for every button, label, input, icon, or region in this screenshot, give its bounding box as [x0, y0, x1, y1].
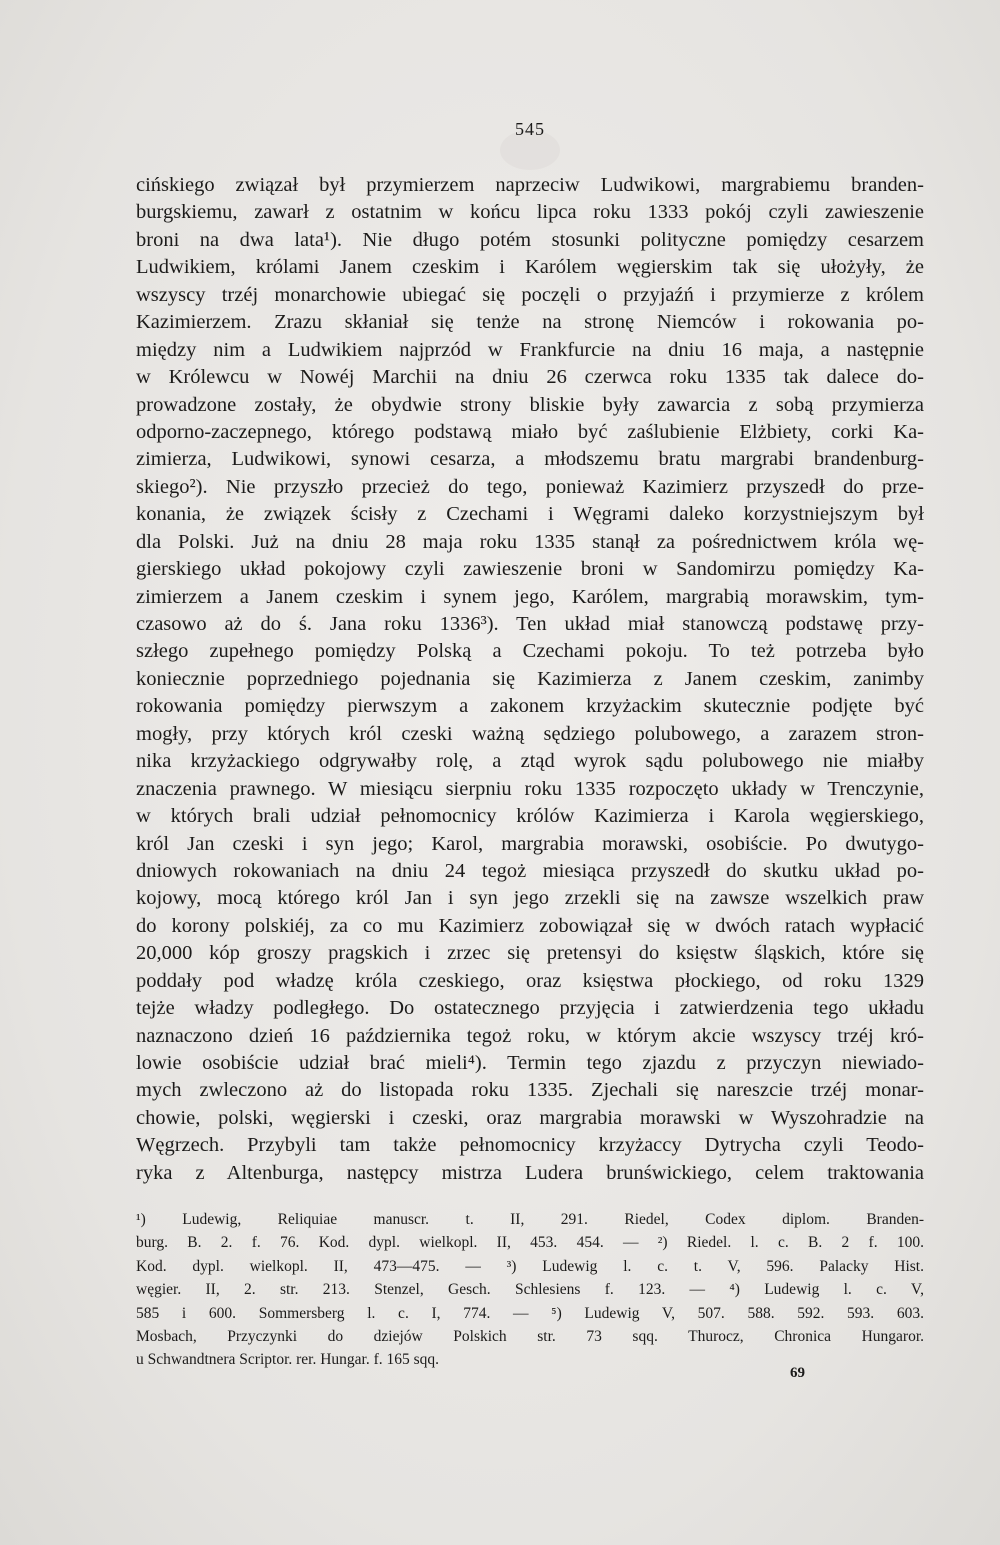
- body-line: naznaczono dzień 16 października tegoż roku, w którym akcie wszyscy trzéj kró-: [136, 1024, 924, 1047]
- body-line: tejże władzy podległego. Do ostatecznego przyjęcia i zatwierdzenia tego układu: [136, 997, 924, 1020]
- main-text: [136, 172, 924, 1187]
- body-line: kojowy, mocą którego król Jan i syn jego zrzekli się na zawsze wszelkich praw: [136, 887, 924, 910]
- body-line: ryka z Altenburga, następcy mistrza Ludera brunświckiego, celem traktowania: [136, 1161, 924, 1184]
- body-line: cińskiego związał był przymierzem naprzeciw Ludwikowi, margrabiemu branden-: [136, 174, 924, 196]
- footnote-line: ¹) Ludewig, Reliquiae manuscr. t. II, 291. Riedel, Codex diplom. Branden-: [136, 1211, 924, 1228]
- body-line: dniowych rokowaniach na dniu 24 tegoż miesiąca przyszedł do skutku układ po-: [136, 859, 924, 882]
- body-line: Ludwikiem, królami Janem czeskim i Karólem węgierskim tak się ułożyły, że: [136, 256, 924, 279]
- body-line: szłego zupełnego pomiędzy Polską a Czechami pokoju. To też potrzeba było: [136, 640, 924, 663]
- body-line: w Królewcu w Nowéj Marchii na dniu 26 czerwca roku 1335 tak dalece do-: [136, 366, 924, 389]
- body-line: mogły, przy których król czeski ważną sędziego polubowego, a zarazem stron-: [136, 722, 924, 745]
- footnote-line: u Schwandtnera Scriptor. rer. Hungar. f. 165 sqq.: [136, 1351, 440, 1369]
- body-line: wszyscy trzéj monarchowie ubiegać się poczęli o przyjaźń i przymierze z królem: [136, 283, 924, 306]
- body-line: burgskiemu, zawarł z ostatnim w końcu lipca roku 1333 pokój czyli zawieszenie: [136, 201, 924, 224]
- body-line: mych zwleczono aż do listopada roku 1335. Zjechali się nareszcie trzéj monar-: [136, 1079, 924, 1102]
- footnote-line: Kod. dypl. wielkopl. II, 473—475. — ³) Ludewig l. c. t. V, 596. Palacky Hist.: [136, 1257, 924, 1275]
- footnote-line: węgier. II, 2. str. 213. Stenzel, Gesch. Schlesiens f. 123. — ⁴) Ludewig l. c. V,: [136, 1281, 924, 1299]
- body-line: czasowo aż do ś. Jana roku 1336³). Ten układ miał stanowczą podstawę przy-: [136, 613, 924, 635]
- footnote-line: Mosbach, Przyczynki do dziejów Polskich str. 73 sqq. Thurocz, Chronica Hungaror.: [136, 1327, 924, 1345]
- footnote-line: burg. B. 2. f. 76. Kod. dypl. wielkopl. II, 453. 454. — ²) Riedel. l. c. B. 2 f. 100.: [136, 1234, 924, 1252]
- body-line: gierskiego układ pokojowy czyli zawieszenie broni w Sandomirzu pomiędzy Ka-: [136, 558, 924, 581]
- body-line: skiego²). Nie przyszło przecież do tego, ponieważ Kazimierz przyszedł do prze-: [136, 475, 924, 498]
- body-line: prowadzone zostały, że obydwie strony bliskie były zawarcia z sobą przymierza: [136, 393, 924, 416]
- body-line: nika krzyżackiego odgrywałby rolę, a ztąd wyrok sądu polubowego nie miałby: [136, 750, 924, 773]
- body-line: lowie osobiście udział brać mieli⁴). Termin tego zjazdu z przyczyn niewiado-: [136, 1052, 924, 1074]
- body-line: dla Polski. Już na dniu 28 maja roku 1335 stanął za pośrednictwem króla wę-: [136, 530, 924, 553]
- body-line: Kazimierzem. Zrazu skłaniał się tenże na stronę Niemców i rokowania po-: [136, 311, 924, 334]
- body-line: poddały pod władzę króla czeskiego, oraz księstwa płockiego, od roku 1329: [136, 969, 924, 992]
- footnote-line: 585 i 600. Sommersberg l. c. I, 774. — ⁵) Ludewig V, 507. 588. 592. 593. 603.: [136, 1304, 924, 1322]
- body-line: między nim a Ludwikiem najprzód w Frankfurcie na dniu 16 maja, a następnie: [136, 338, 924, 361]
- body-line: chowie, polski, węgierski i czeski, oraz margrabia morawski w Wyszohradzie na: [136, 1106, 924, 1129]
- page-number: 545: [515, 119, 545, 139]
- body-line: zimierzem a Janem czeskim i synem jego, Karólem, margrabią morawskim, tym-: [136, 585, 924, 608]
- body-line: 20,000 kóp groszy pragskich i zrzec się pretensyi do księstw śląskich, które się: [136, 942, 924, 965]
- body-line: w których brali udział pełnomocnicy królów Kazimierza i Karola węgierskiego,: [136, 805, 924, 828]
- body-line: zimierza, Ludwikowi, synowi cesarza, a młodszemu bratu margrabi brandenburg-: [136, 448, 924, 471]
- signature-mark: 69: [790, 1365, 805, 1381]
- body-line: do korony polskiéj, za co mu Kazimierz zobowiązał się w dwóch ratach wypłacić: [136, 914, 924, 937]
- body-line: król Jan czeski i syn jego; Karol, margrabia morawski, osobiście. Po dwutygo-: [136, 832, 924, 855]
- body-line: konania, że związek ścisły z Czechami i Węgrami daleko korzystniejszym był: [136, 503, 924, 526]
- body-line: Węgrzech. Przybyli tam także pełnomocnicy krzyżaccy Dytrycha czyli Teodo-: [136, 1134, 924, 1157]
- body-line: odporno-zaczepnego, którego podstawą miało być zaślubienie Elżbiety, corki Ka-: [136, 420, 924, 443]
- body-line: broni na dwa lata¹). Nie długo potém stosunki polityczne pomiędzy cesarzem: [136, 228, 924, 251]
- footnotes: [136, 1208, 924, 1372]
- body-line: rokowania pomiędzy pierwszym a zakonem krzyżackim skutecznie podjęte być: [136, 695, 924, 718]
- body-line: znaczenia prawnego. W miesiącu sierpniu roku 1335 rozpoczęto układy w Trenczynie,: [136, 777, 924, 800]
- body-line: koniecznie poprzedniego pojednania się Kazimierza z Janem czeskim, zanimby: [136, 667, 924, 690]
